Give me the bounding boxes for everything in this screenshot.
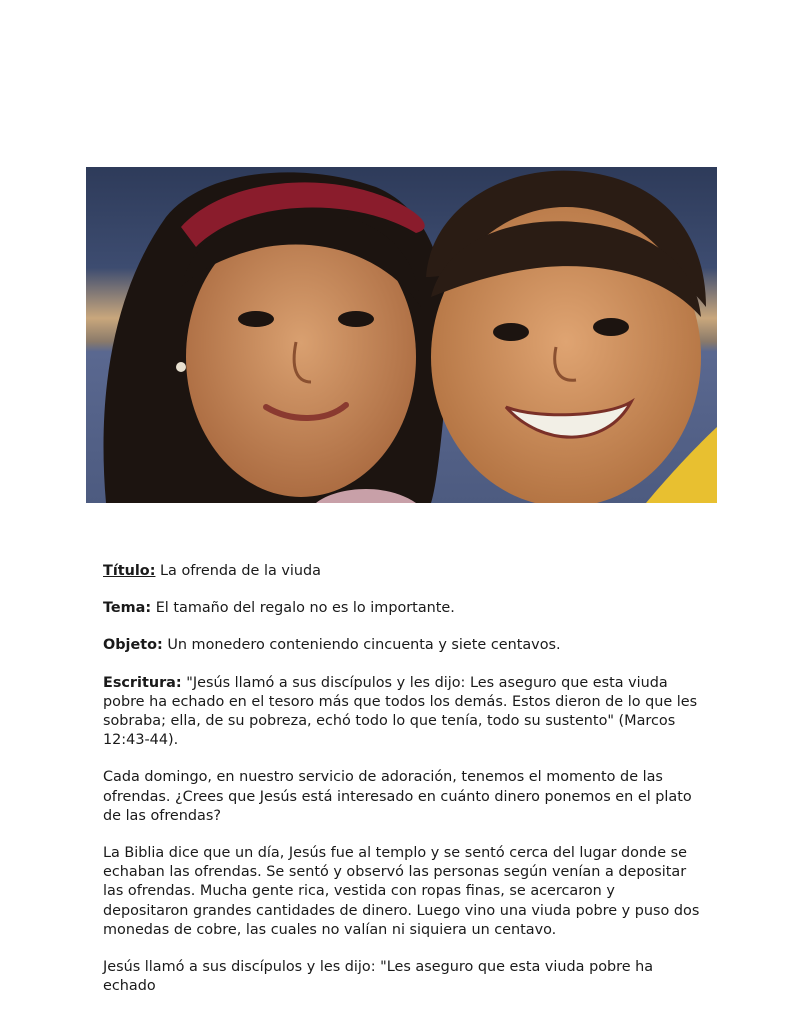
- field-value: El tamaño del regalo no es lo importante.: [151, 600, 455, 617]
- title-field: [103, 562, 703, 581]
- object-field: [103, 636, 703, 655]
- field-label: Tema:: [103, 600, 152, 617]
- body-paragraph: Jesús llamó a sus discípulos y les dijo: "Les aseguro que esta viuda pobre ha echado: [103, 959, 654, 995]
- field-label: Título:: [103, 563, 156, 579]
- body-paragraph: La Biblia dice que un día, Jesús fue al templo y se sentó cerca del lugar donde se echaban las ofrendas. Se sentó y observó las personas según venían a depositar las ofrendas. Mucha gente rica, vestida con ropas finas, se acercaron y depositaron grandes cantidades de dinero. Luego vino una viuda pobre y puso dos monedas de cobre, las cuales no valían ni siquiera un centavo.: [103, 845, 700, 938]
- field-label: Objeto:: [103, 637, 163, 654]
- field-value: La ofrenda de la viuda: [155, 563, 321, 579]
- field-value: Un monedero conteniendo cincuenta y siete centavos.: [162, 637, 561, 654]
- scripture-field: [103, 674, 703, 751]
- children-photo: [86, 167, 717, 503]
- document-body: [103, 562, 703, 1014]
- field-value: "Jesús llamó a sus discípulos y les dijo: Les aseguro que esta viuda pobre ha echado en el tesoro más que todos los demás. Estos dieron de lo que les sobraba; ella, de su pobreza, echó todo lo que tenía, todo su sustento" (Marcos 12:43-44).: [103, 674, 698, 749]
- photo-illustration: [86, 167, 717, 503]
- body-paragraph: Cada domingo, en nuestro servicio de adoración, tenemos el momento de las ofrendas. ¿Crees que Jesús está interesado en cuánto dinero ponemos en el plato de las ofrendas?: [103, 769, 692, 824]
- theme-field: [103, 599, 703, 618]
- field-label: Escritura:: [103, 674, 182, 691]
